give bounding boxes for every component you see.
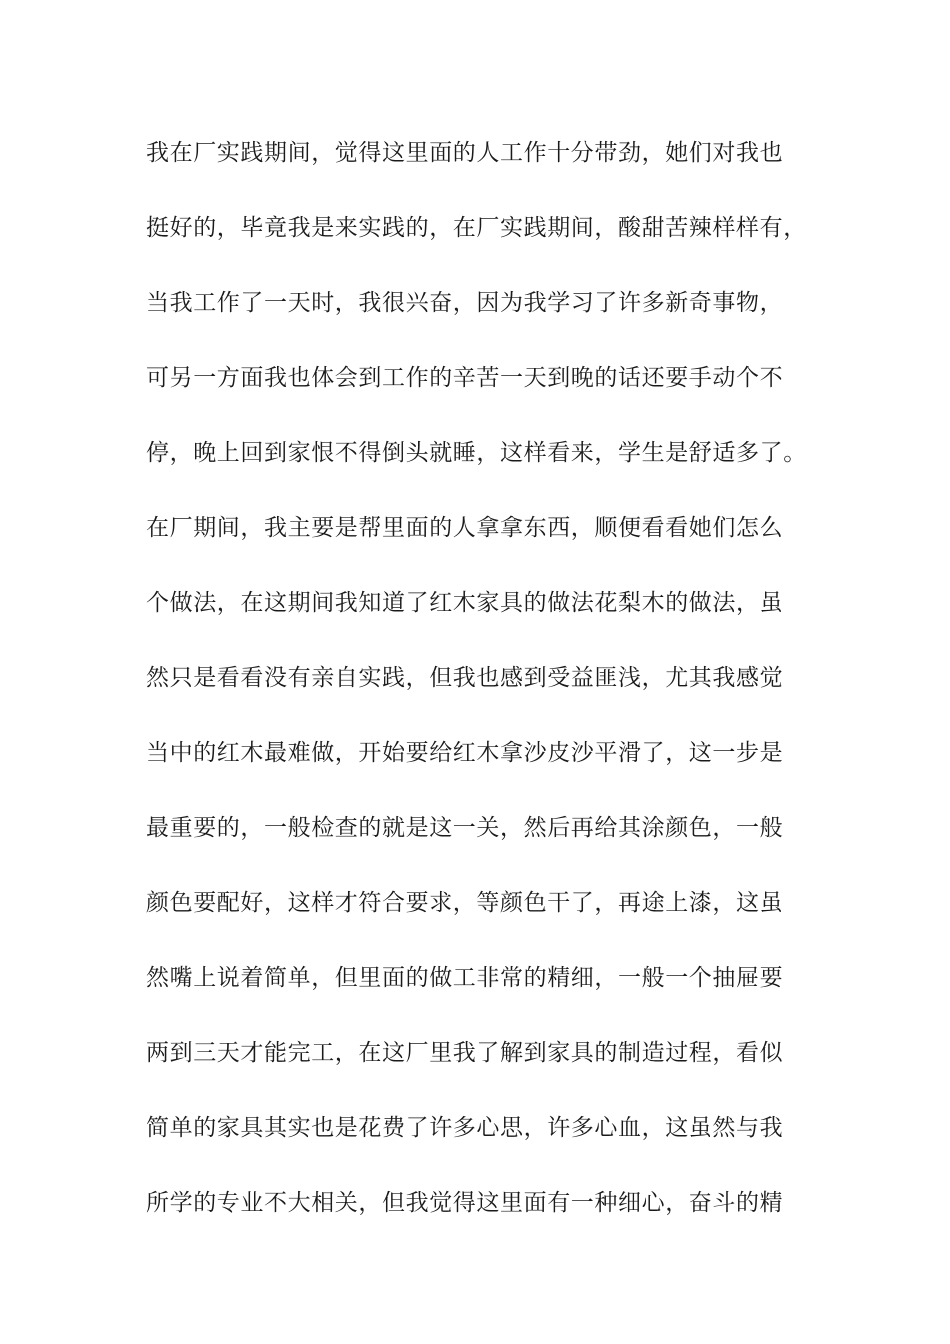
- text-line: 可另一方面我也体会到工作的辛苦一天到晚的话还要手动个不: [146, 365, 784, 391]
- text-line: 所学的专业不大相关，但我觉得这里面有一种细心，奋斗的精: [146, 1190, 784, 1216]
- text-line: 两到三天才能完工，在这厂里我了解到家具的制造过程，看似: [146, 1040, 784, 1066]
- text-line: 简单的家具其实也是花费了许多心思，许多心血，这虽然与我: [146, 1115, 784, 1141]
- text-line: 然嘴上说着简单，但里面的做工非常的精细，一般一个抽屉要: [146, 965, 784, 991]
- text-line: 当我工作了一天时，我很兴奋，因为我学习了许多新奇事物，: [146, 290, 784, 316]
- text-line: 个做法，在这期间我知道了红木家具的做法花梨木的做法，虽: [146, 590, 784, 616]
- text-line: 然只是看看没有亲自实践，但我也感到受益匪浅，尤其我感觉: [146, 665, 784, 691]
- text-line: 当中的红木最难做，开始要给红木拿沙皮沙平滑了，这一步是: [146, 740, 784, 766]
- text-line: 我在厂实践期间，觉得这里面的人工作十分带劲，她们对我也: [146, 140, 784, 166]
- text-line: 颜色要配好，这样才符合要求，等颜色干了，再途上漆，这虽: [146, 890, 784, 916]
- body-text: [146, 131, 826, 1256]
- text-line: 最重要的，一般检查的就是这一关，然后再给其涂颜色，一般: [146, 815, 784, 841]
- text-line: 挺好的，毕竟我是来实践的，在厂实践期间，酸甜苦辣样样有，: [146, 215, 807, 241]
- text-line: 在厂期间，我主要是帮里面的人拿拿东西，顺便看看她们怎么: [146, 515, 784, 541]
- text-line: 停，晚上回到家恨不得倒头就睡，这样看来，学生是舒适多了。: [146, 440, 807, 466]
